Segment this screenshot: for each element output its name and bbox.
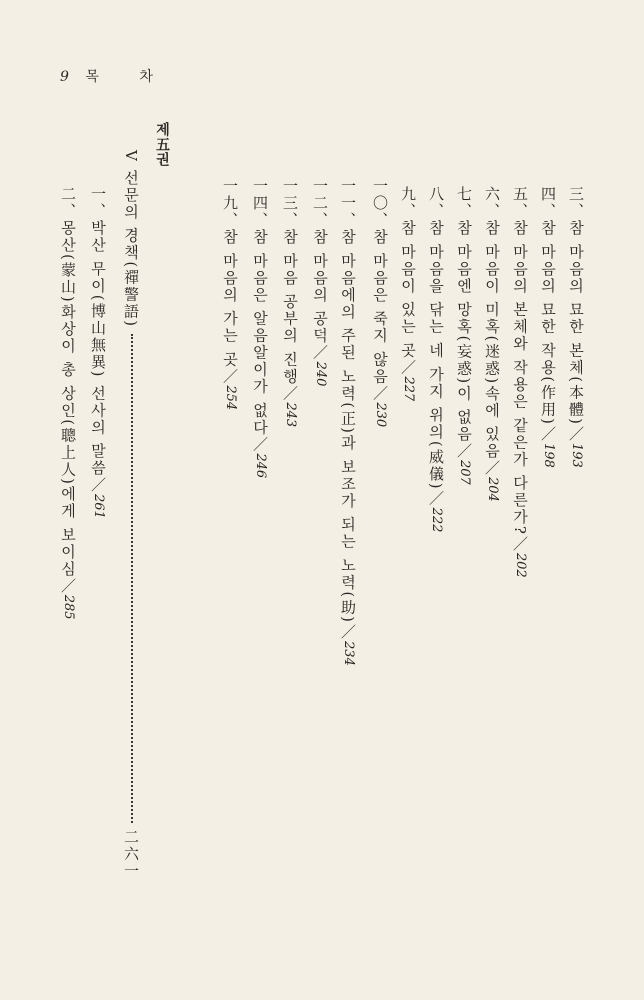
section-heading: [121, 150, 142, 880]
toc-entry: [512, 186, 527, 578]
section-label: V 선문의 경책(禪警語): [122, 150, 140, 329]
toc-entry-text: 五、참 마음의 본체와 작용은 같은가 다른가?／: [511, 186, 529, 553]
toc-entry-page: 227: [401, 376, 416, 402]
toc-entry: [90, 186, 105, 519]
toc-entry-page: 198: [541, 443, 556, 468]
toc-entry-text: 六、참 마음이 미혹(迷惑)속에 있음／: [483, 186, 501, 478]
toc-entry: [400, 186, 415, 401]
toc-entry-page: 240: [313, 361, 328, 387]
toc-entry-text: 一四、참 마음은 알음알이가 없다／: [251, 178, 269, 454]
toc-entry-page: 246: [253, 453, 268, 479]
page-number: 9: [60, 69, 70, 85]
toc-entry-text: 九、참 마음이 있는 곳／: [399, 186, 417, 377]
toc-entry-page: 207: [457, 460, 472, 485]
toc-entry-page: 204: [485, 477, 500, 502]
toc-entry-page: 230: [373, 402, 388, 428]
toc-entry-text: 八、참 마음을 닦는 네 가지 위의(威儀)／: [427, 186, 445, 508]
toc-entry: [312, 178, 327, 386]
header-title-part1: 목: [85, 69, 100, 85]
toc-entry: [282, 178, 297, 427]
toc-entry: [568, 186, 583, 468]
header-title-part2: 차: [139, 69, 154, 85]
volume-title: 제五권: [154, 122, 170, 167]
toc-entry-text: 一九、참 마음의 가는 곳／: [221, 178, 239, 386]
toc-entry-page: 222: [429, 507, 444, 533]
toc-entry-text: 一二、참 마음의 공덕／: [311, 178, 329, 362]
toc-entry-text: 一、박산 무이(博山無異) 선사의 말씀／: [89, 186, 107, 495]
section-page: 二六一: [122, 829, 140, 880]
dot-leader: [131, 334, 133, 823]
toc-entry: [372, 178, 387, 427]
toc-entry-text: 二、몽산(蒙山)화상이 총 상인(聰上人)에게 보이심／: [59, 186, 77, 595]
toc-entry-text: 一三、참 마음 공부의 진행／: [281, 178, 299, 403]
toc-entry-page: 193: [569, 443, 584, 468]
toc-entry: [540, 186, 555, 468]
toc-entry-text: 三、참 마음의 묘한 본체(本體)／: [567, 186, 585, 444]
toc-entry-page: 254: [223, 385, 238, 411]
toc-entry-page: 261: [91, 494, 106, 519]
toc-entry-text: 一〇、참 마음은 죽지 않음／: [371, 178, 389, 403]
toc-entry: [222, 178, 237, 410]
toc-entry-text: 七、참 마음엔 망혹(妄惑)이 없음／: [455, 186, 473, 461]
toc-entry-page: 243: [283, 402, 298, 428]
toc-entry: [484, 186, 499, 502]
toc-entry: [456, 186, 471, 485]
toc-entry-page: 202: [513, 552, 528, 578]
toc-entry-page: 285: [61, 594, 76, 620]
toc-entry: [60, 186, 75, 620]
toc-entry: [340, 178, 355, 666]
running-header: [60, 66, 154, 86]
toc-entry-text: 一一、참 마음에의 주된 노력(正)과 보조가 되는 노력(助)／: [339, 178, 357, 642]
toc-entry-text: 四、참 마음의 묘한 작용(作用)／: [539, 186, 557, 444]
toc-entry-page: 234: [341, 641, 356, 666]
toc-entry: [428, 186, 443, 532]
toc-entry: [252, 178, 267, 478]
